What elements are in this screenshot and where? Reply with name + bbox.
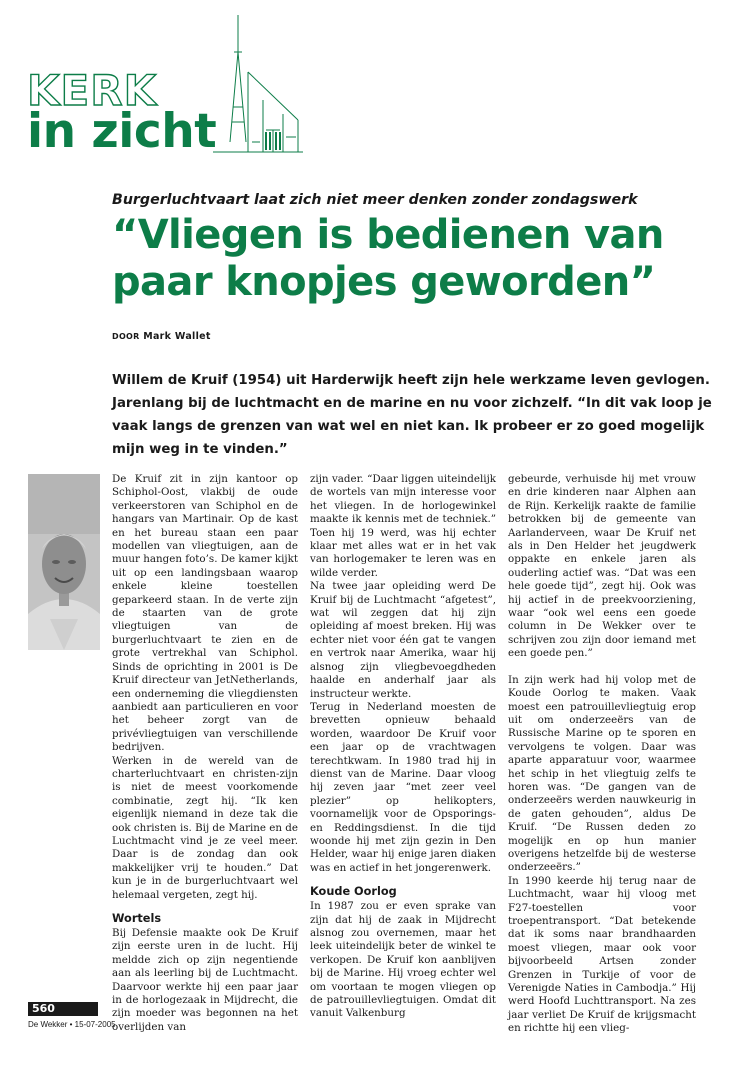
lead-paragraph: Willem de Kruif (1954) uit Harderwijk heeft zijn hele werkzame leven gevlogen. Jarenlang bij de luchtmacht en de marine en nu voor zichzelf. “In dit vak loop je vaak langs de grenzen van wat wel en niet kan. Ik probeer er zo goed mogelijk mijn weg in te vinden.” [112, 373, 712, 457]
kicker: Burgerluchtvaart laat zich niet meer denken zonder zondagswerk [112, 192, 638, 208]
subheading-koude-oorlog: Koude Oorlog [310, 885, 397, 899]
page-number: 560 [28, 1002, 98, 1016]
article-column-2 [310, 473, 496, 1021]
masthead-in-zicht: in zicht [27, 104, 217, 159]
paragraph: Na twee jaar opleiding werd De Kruif bij de Luchtmacht “afgetest”, wat wil zeggen dat hij zijn opleiding af moest breken. Hij was echter niet voor één gat te vangen en vertrok naar Amerika, waar hij alsnog zijn vliegbevoegdheden haalde en anderhalf jaar als instructeur werkte. [310, 580, 496, 700]
article-column-1 [112, 473, 298, 1034]
masthead-kerk: KERK [27, 66, 158, 115]
paragraph: De Kruif zit in zijn kantoor op Schiphol-Oost, vlakbij de oude verkeerstoren van Schiphol en de hangars van Martinair. Op de kast en het bureau staan een paar modellen van vliegtuigen, aan de muur hangen foto’s. De kamer kijkt uit op een landingsbaan waarop enkele kleine toestellen geparkeerd staan. In de verte zijn de staarten van de grote vliegtuigen van de burgerluchtvaart te zien en de grote vertrekhal van Schiphol. Sinds de oprichting in 2001 is De Kruif directeur van JetNetherlands, een onderneming die vliegdiensten aanbiedt aan particulieren en voor het beheer zorgt van de privévliegtuigen van verschillende bedrijven. [112, 473, 298, 754]
church-illustration [208, 12, 308, 162]
paragraph: Werken in de wereld van de charterluchtvaart en christen-zijn is niet de meest voorkomende combinatie, zegt hij. “Ik ken eigenlijk niemand in deze tak die ook christen is. Bij de Marine en de Luchtmacht vind je ze veel meer. Daar is de zondag dan ook makkelijker vrij te houden.” Dat kun je in de burgerluchtvaart wel helemaal vergeten, zegt hij. [112, 754, 298, 901]
portrait-image [28, 474, 100, 650]
paragraph: zijn vader. “Daar liggen uiteindelijk de wortels van mijn interesse voor het vliegen. In de horlogewinkel maakte ik kennis met de techniek.” Toen hij 19 werd, was hij echter klaar met alles wat er in het vak van horlogemaker te leren was en wilde verder. [310, 473, 496, 579]
paragraph: In zijn werk had hij volop met de Koude Oorlog te maken. Vaak moest een patrouillevliegtuig erop uit om onderzeeërs van de Russische Marine op te sporen en vervolgens te volgen. Daar was aparte apparatuur voor, waarmee het schip in het vliegtuig zelfs te horen was. “De gangen van de onderzeeërs werden nauwkeurig in de gaten gehouden”, aldus De Kruif. “De Russen deden zo mogelijk en op hun manier overigens hetzelfde bij de westerse onderzeeërs.” [508, 673, 696, 874]
paragraph: gebeurde, verhuisde hij met vrouw en drie kinderen naar Alphen aan de Rijn. Kerkelijk raakte de familie betrokken bij de gemeente van Aarlanderveen, waar De Kruif net als in Den Helder het jeugdwerk oppakte en enkele jaren als ouderling actief was. “Dat was een hele goede tijd”, zegt hij. Ook was hij actief in de preekvoorziening, waar “ook wel eens een goede column in De Wekker over te schrijven zou zijn door iemand met een goede pen.” [508, 473, 696, 660]
subheading-wortels: Wortels [112, 912, 162, 925]
paragraph: In 1990 keerde hij terug naar de Luchtmacht, waar hij vloog met F27-toestellen voor troepentransport. “Dat betekende dat ik soms naar brandhaarden moest vliegen, maar ook voor bijvoorbeeld Artsen zonder Grenzen in Turkije of voor de Verenigde Naties in Cambodja.” Hij werd Hoofd Luchttransport. Na zes jaar verliet De Kruif de krijgsmacht en richtte hij een vlieg- [508, 874, 696, 1035]
publication-date: De Wekker • 15-07-2005 [28, 1020, 116, 1029]
byline [112, 331, 211, 342]
article-column-3 [508, 473, 696, 1036]
paragraph: Bij Defensie maakte ook De Kruif zijn eerste uren in de lucht. Hij meldde zich op zijn negentiende aan als leerling bij de Luchtmacht. Daarvoor werkte hij een paar jaar in de horlogezaak in Mijdrecht, die zijn moeder was begonnen na het overlijden van [112, 927, 298, 1033]
byline-author: Mark Wallet [143, 331, 211, 342]
byline-prefix: DOOR [112, 332, 140, 341]
author-photo [28, 474, 100, 650]
headline: “Vliegen is bedienen van paar knopjes geworden” [112, 212, 664, 305]
paragraph: Terug in Nederland moesten de brevetten opnieuw behaald worden, waardoor De Kruif voor een jaar op de vrachtwagen terechtkwam. In 1980 trad hij in dienst van de Marine. Daar vloog hij zeven jaar “met zeer veel plezier” op helikopters, voornamelijk voor de Opsporings- en Reddingsdienst. In die tijd woonde hij met zijn gezin in Den Helder, waar hij enige jaren diaken was en actief in het jongerenwerk. [310, 700, 496, 874]
paragraph: In 1987 zou er even sprake van zijn dat hij de zaak in Mijdrecht alsnog zou overnemen, maar het leek uiteindelijk beter de winkel te verkopen. De Kruif kon aanblijven bij de Marine. Hij vroeg echter wel om voortaan te mogen vliegen op de patrouillevliegtuigen. Omdat dit vanuit Valkenburg [310, 900, 496, 1020]
